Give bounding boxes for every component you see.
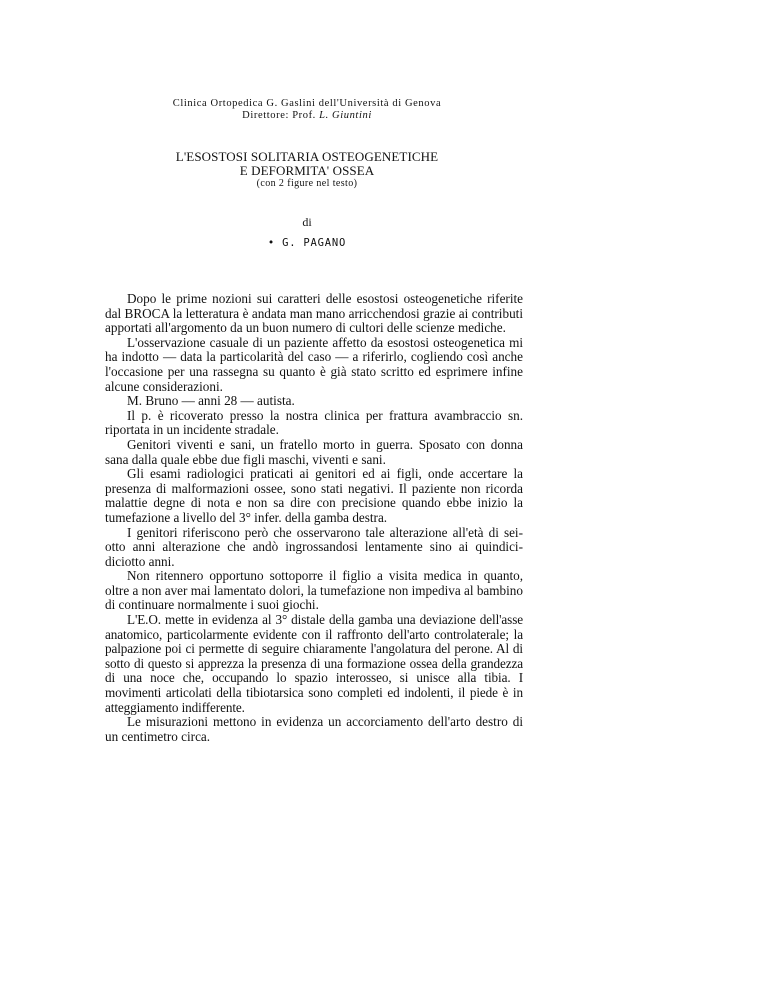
title-subtitle: (con 2 figure nel testo): [256, 178, 358, 189]
director-line: [150, 110, 464, 122]
byline-di: di: [302, 215, 312, 229]
paragraph: L'osservazione casuale di un paziente affetto da esostosi osteogenetica mi ha indotto — data la particolarità del caso — a riferirlo, cogliendo così anche l'occasione per una rassegna su quanto è già stato scritto ed esprimere infine alcune considerazioni.: [105, 334, 523, 394]
author-name: • G. PAGANO: [267, 237, 347, 249]
paragraph: I genitori riferiscono però che osservarono tale alterazione all'età di sei-otto anni alterazione che andò ingrossandosi lentamente sino ai quindici-diciotto anni.: [105, 524, 523, 569]
paragraph: Non ritennero opportuno sottoporre il figlio a visita medica in quanto, oltre a non aver mai lamentato dolori, la tumefazione non impediva al bambino di continuare normalmente i suoi giochi.: [105, 568, 523, 613]
title-line-2: E DEFORMITA' OSSEA: [239, 163, 375, 178]
director-label: Direttore: Prof.: [242, 110, 320, 121]
paragraph: L'E.O. mette in evidenza al 3° distale della gamba una deviazione dell'asse anatomico, particolarmente evidente con il raffronto dell'arto controlaterale; la palpazione poi ci permette di seguire chiaramente l'angolatura del perone. Al di sotto di questo si apprezza la presenza di una formazione ossea della grandezza di una noce che, occupando lo spazio interosseo, si unisce alla tibia. I movimenti articolati della tibiotarsica sono completi ed indolenti, il piede è in atteggiamento indifferente.: [105, 612, 523, 715]
paragraph: Il p. è ricoverato presso la nostra clinica per frattura avambraccio sn. riportata in un incidente stradale.: [105, 407, 523, 438]
director-name: L. Giuntini: [319, 110, 372, 121]
paragraph: Le misurazioni mettono in evidenza un accorciamento dell'arto destro di un centimetro circa.: [105, 714, 523, 744]
paragraph: Dopo le prime nozioni sui caratteri delle esostosi osteogenetiche riferite dal BROCA la letteratura è andata man mano arricchendosi grazie ai contributi apportati all'argomento da un buon numero di cultori delle scienze mediche.: [105, 291, 523, 336]
title-line-1: L'ESOSTOSI SOLITARIA OSTEOGENETICHE: [175, 149, 439, 164]
article-body: [105, 292, 523, 744]
article-title: [150, 150, 464, 190]
paragraph: M. Bruno — anni 28 — autista.: [127, 393, 295, 409]
paragraph: Genitori viventi e sani, un fratello morto in guerra. Sposato con donna sana dalla quale ebbe due figli maschi, viventi e sani.: [105, 436, 523, 467]
institution-header: [150, 98, 464, 122]
paragraph: Gli esami radiologici praticati ai genitori ed ai figli, onde accertare la presenza di malformazioni ossee, sono stati negativi. Il paziente non ricorda malattie degne di nota e non sa dire con precisione quando ebbe inizio la tumefazione a livello del 3° infer. della gamba destra.: [105, 466, 523, 525]
institution-line: Clinica Ortopedica G. Gaslini dell'Università di Genova: [172, 98, 442, 109]
